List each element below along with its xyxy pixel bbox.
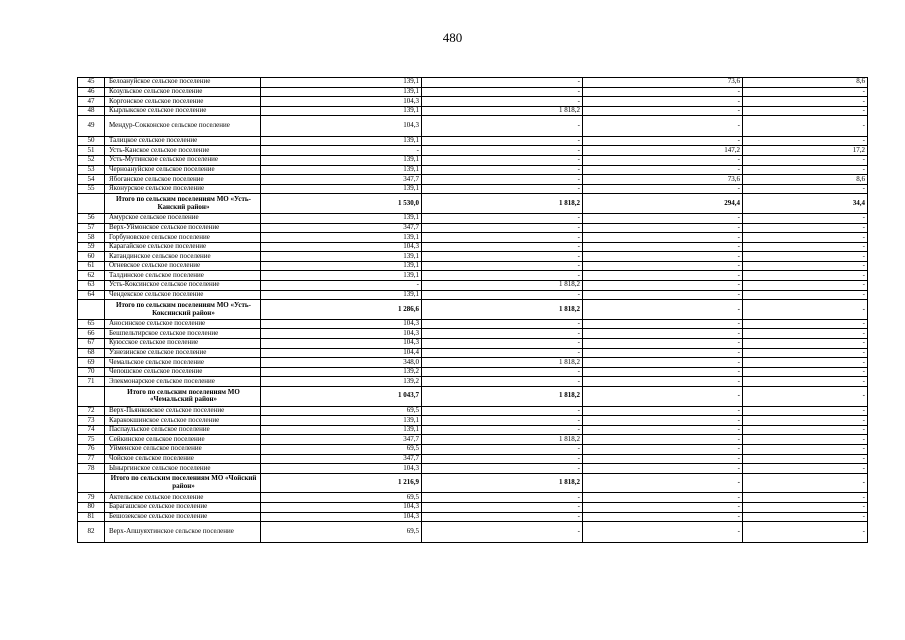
settlement-name-cell: Чендекское сельское поселение: [105, 290, 261, 300]
page-number: 480: [442, 30, 463, 45]
value-cell: -: [422, 493, 583, 503]
row-number-cell: 45: [78, 78, 105, 88]
table-row: [78, 319, 868, 329]
value-cell: -: [743, 387, 868, 407]
value-cell: -: [583, 290, 743, 300]
value-cell: -: [422, 512, 583, 522]
settlement-name-cell: Катандинское сельское поселение: [105, 252, 261, 262]
value-cell: 139,1: [261, 78, 422, 88]
value-cell: 104,3: [261, 329, 422, 339]
value-cell: -: [583, 358, 743, 368]
row-number-cell: 80: [78, 502, 105, 512]
row-number-cell: 75: [78, 435, 105, 445]
row-number-cell: 70: [78, 367, 105, 377]
value-cell: -: [422, 444, 583, 454]
row-number-cell: 48: [78, 106, 105, 116]
value-cell: -: [583, 242, 743, 252]
settlement-name-cell: Белоануйское сельское поселение: [105, 78, 261, 88]
value-cell: -: [743, 252, 868, 262]
table-row: [78, 97, 868, 107]
settlement-name-cell: Аносинское сельское поселение: [105, 319, 261, 329]
value-cell: 8,6: [743, 175, 868, 185]
table-row: [78, 512, 868, 522]
value-cell: -: [743, 329, 868, 339]
value-cell: -: [422, 454, 583, 464]
settlement-name-cell: Итого по сельским поселениям МО «Усть-Коксинский район»: [105, 300, 261, 320]
value-cell: 17,2: [743, 146, 868, 156]
settlement-name-cell: Итого по сельским поселениям МО «Чойский район»: [105, 473, 261, 493]
value-cell: -: [743, 223, 868, 233]
value-cell: -: [743, 261, 868, 271]
row-number-cell: 52: [78, 155, 105, 165]
value-cell: -: [743, 233, 868, 243]
table-row: [78, 87, 868, 97]
value-cell: -: [422, 223, 583, 233]
value-cell: 348,0: [261, 358, 422, 368]
value-cell: 1 818,2: [422, 435, 583, 445]
value-cell: -: [422, 184, 583, 194]
table-row: [78, 329, 868, 339]
row-number-cell: 46: [78, 87, 105, 97]
settlement-name-cell: Верх-Пьянковское сельское поселение: [105, 406, 261, 416]
value-cell: -: [743, 165, 868, 175]
value-cell: -: [743, 213, 868, 223]
value-cell: -: [583, 435, 743, 445]
value-cell: -: [583, 444, 743, 454]
value-cell: -: [583, 223, 743, 233]
value-cell: 104,3: [261, 116, 422, 136]
settlement-name-cell: Узнезинское сельское поселение: [105, 348, 261, 358]
value-cell: -: [422, 261, 583, 271]
row-number-cell: 61: [78, 261, 105, 271]
value-cell: 1 818,2: [422, 106, 583, 116]
value-cell: 347,7: [261, 223, 422, 233]
table-row: [78, 290, 868, 300]
settlement-name-cell: Куюсское сельское поселение: [105, 339, 261, 349]
table-row: [78, 502, 868, 512]
value-cell: -: [743, 512, 868, 522]
value-cell: -: [422, 464, 583, 474]
value-cell: -: [583, 367, 743, 377]
row-number-cell: 79: [78, 493, 105, 503]
value-cell: -: [422, 146, 583, 156]
value-cell: -: [422, 348, 583, 358]
settlement-name-cell: Итого по сельским поселениям МО «Чемальский район»: [105, 387, 261, 407]
table-row: [78, 271, 868, 281]
value-cell: -: [743, 242, 868, 252]
value-cell: -: [743, 271, 868, 281]
settlement-name-cell: Итого по сельским поселениям МО «Усть-Канский район»: [105, 194, 261, 214]
value-cell: -: [422, 425, 583, 435]
row-number-cell: 77: [78, 454, 105, 464]
table-row: [78, 454, 868, 464]
value-cell: -: [743, 358, 868, 368]
value-cell: 73,6: [583, 78, 743, 88]
value-cell: -: [583, 165, 743, 175]
table-row: [78, 261, 868, 271]
table-row: [78, 339, 868, 349]
value-cell: -: [743, 454, 868, 464]
value-cell: 347,7: [261, 454, 422, 464]
table-row: [78, 155, 868, 165]
value-cell: -: [583, 425, 743, 435]
row-number-cell: [78, 300, 105, 320]
row-number-cell: 76: [78, 444, 105, 454]
value-cell: -: [583, 348, 743, 358]
value-cell: -: [261, 146, 422, 156]
row-number-cell: 56: [78, 213, 105, 223]
value-cell: -: [422, 377, 583, 387]
value-cell: -: [422, 155, 583, 165]
value-cell: 139,1: [261, 271, 422, 281]
value-cell: -: [743, 97, 868, 107]
row-number-cell: [78, 194, 105, 214]
value-cell: -: [583, 281, 743, 291]
row-number-cell: 65: [78, 319, 105, 329]
table-row: [78, 242, 868, 252]
table-row: [78, 233, 868, 243]
value-cell: -: [422, 165, 583, 175]
table-row: [78, 78, 868, 88]
value-cell: -: [583, 416, 743, 426]
value-cell: -: [743, 367, 868, 377]
value-cell: 139,1: [261, 290, 422, 300]
value-cell: 139,2: [261, 367, 422, 377]
value-cell: -: [743, 281, 868, 291]
table-row: [78, 281, 868, 291]
value-cell: 69,5: [261, 493, 422, 503]
value-cell: 139,1: [261, 106, 422, 116]
value-cell: 1 043,7: [261, 387, 422, 407]
value-cell: 69,5: [261, 522, 422, 542]
row-number-cell: 54: [78, 175, 105, 185]
value-cell: -: [422, 367, 583, 377]
row-number-cell: 69: [78, 358, 105, 368]
value-cell: -: [743, 136, 868, 146]
value-cell: -: [422, 319, 583, 329]
value-cell: 1 286,6: [261, 300, 422, 320]
row-number-cell: 64: [78, 290, 105, 300]
row-number-cell: 68: [78, 348, 105, 358]
value-cell: -: [743, 155, 868, 165]
row-number-cell: 51: [78, 146, 105, 156]
table-row: [78, 522, 868, 542]
value-cell: -: [583, 261, 743, 271]
value-cell: 1 818,2: [422, 358, 583, 368]
row-number-cell: 49: [78, 116, 105, 136]
table-row: [78, 416, 868, 426]
row-number-cell: 73: [78, 416, 105, 426]
value-cell: -: [422, 502, 583, 512]
settlement-name-cell: Элекмонарское сельское поселение: [105, 377, 261, 387]
value-cell: 69,5: [261, 406, 422, 416]
settlement-name-cell: Талдинское сельское поселение: [105, 271, 261, 281]
settlement-name-cell: Актельское сельское поселение: [105, 493, 261, 503]
value-cell: -: [583, 300, 743, 320]
value-cell: -: [743, 339, 868, 349]
value-cell: 1 216,9: [261, 473, 422, 493]
settlement-name-cell: Верх-Апшуяхтинское сельское поселение: [105, 522, 261, 542]
row-number-cell: 71: [78, 377, 105, 387]
value-cell: 1 818,2: [422, 281, 583, 291]
value-cell: 139,1: [261, 136, 422, 146]
total-row: [78, 194, 868, 214]
value-cell: -: [422, 116, 583, 136]
value-cell: 104,3: [261, 97, 422, 107]
row-number-cell: 50: [78, 136, 105, 146]
table-row: [78, 425, 868, 435]
row-number-cell: 78: [78, 464, 105, 474]
value-cell: -: [743, 300, 868, 320]
settlement-name-cell: Сейкинское сельское поселение: [105, 435, 261, 445]
value-cell: -: [743, 87, 868, 97]
settlement-name-cell: Уйменское сельское поселение: [105, 444, 261, 454]
value-cell: -: [583, 454, 743, 464]
value-cell: -: [422, 97, 583, 107]
value-cell: -: [743, 435, 868, 445]
settlement-name-cell: Черноануйское сельское поселение: [105, 165, 261, 175]
row-number-cell: [78, 473, 105, 493]
value-cell: -: [422, 87, 583, 97]
settlement-name-cell: Яконурское сельское поселение: [105, 184, 261, 194]
settlement-name-cell: Амурское сельское поселение: [105, 213, 261, 223]
value-cell: -: [743, 522, 868, 542]
row-number-cell: 62: [78, 271, 105, 281]
value-cell: -: [743, 502, 868, 512]
value-cell: -: [422, 271, 583, 281]
settlement-name-cell: Верх-Уймонское сельское поселение: [105, 223, 261, 233]
row-number-cell: 53: [78, 165, 105, 175]
value-cell: -: [583, 213, 743, 223]
table-row: [78, 367, 868, 377]
table-row: [78, 184, 868, 194]
total-row: [78, 387, 868, 407]
settlement-name-cell: Ыныргинское сельское поселение: [105, 464, 261, 474]
settlement-name-cell: Усть-Коксинское сельское поселение: [105, 281, 261, 291]
value-cell: -: [422, 136, 583, 146]
value-cell: -: [422, 329, 583, 339]
table-row: [78, 165, 868, 175]
value-cell: -: [743, 406, 868, 416]
value-cell: 347,7: [261, 175, 422, 185]
value-cell: -: [422, 175, 583, 185]
row-number-cell: 82: [78, 522, 105, 542]
value-cell: 8,6: [743, 78, 868, 88]
value-cell: -: [743, 416, 868, 426]
settlement-name-cell: Усть-Канское сельское поселение: [105, 146, 261, 156]
row-number-cell: 72: [78, 406, 105, 416]
value-cell: -: [743, 319, 868, 329]
value-cell: -: [583, 271, 743, 281]
settlement-name-cell: Карагайское сельское поселение: [105, 242, 261, 252]
value-cell: -: [583, 136, 743, 146]
value-cell: 1 818,2: [422, 194, 583, 214]
table-row: [78, 252, 868, 262]
value-cell: 34,4: [743, 194, 868, 214]
value-cell: -: [583, 473, 743, 493]
settlement-name-cell: Бешозекское сельское поселение: [105, 512, 261, 522]
value-cell: 1 530,0: [261, 194, 422, 214]
value-cell: -: [583, 233, 743, 243]
value-cell: -: [583, 464, 743, 474]
value-cell: -: [583, 106, 743, 116]
value-cell: -: [743, 184, 868, 194]
total-row: [78, 300, 868, 320]
value-cell: 104,3: [261, 242, 422, 252]
value-cell: -: [583, 155, 743, 165]
settlement-name-cell: Огневское сельское поселение: [105, 261, 261, 271]
settlement-name-cell: Каракокшинское сельское поселение: [105, 416, 261, 426]
row-number-cell: 57: [78, 223, 105, 233]
table-row: [78, 406, 868, 416]
value-cell: -: [583, 97, 743, 107]
row-number-cell: 74: [78, 425, 105, 435]
value-cell: 104,4: [261, 348, 422, 358]
value-cell: 104,3: [261, 512, 422, 522]
row-number-cell: 58: [78, 233, 105, 243]
settlement-name-cell: Паспаульское сельское поселение: [105, 425, 261, 435]
table-row: [78, 213, 868, 223]
value-cell: 104,3: [261, 502, 422, 512]
value-cell: -: [422, 339, 583, 349]
table-row: [78, 348, 868, 358]
settlement-name-cell: Горбуновское сельское поселение: [105, 233, 261, 243]
value-cell: -: [583, 387, 743, 407]
value-cell: 73,6: [583, 175, 743, 185]
total-row: [78, 473, 868, 493]
value-cell: -: [583, 339, 743, 349]
value-cell: 139,1: [261, 184, 422, 194]
row-number-cell: 55: [78, 184, 105, 194]
settlement-name-cell: Усть-Мутинское сельское поселение: [105, 155, 261, 165]
value-cell: 347,7: [261, 435, 422, 445]
value-cell: -: [583, 512, 743, 522]
value-cell: -: [583, 522, 743, 542]
table-row: [78, 444, 868, 454]
settlement-name-cell: Чепошское сельское поселение: [105, 367, 261, 377]
table-row: [78, 136, 868, 146]
table-row: [78, 106, 868, 116]
value-cell: -: [422, 290, 583, 300]
value-cell: -: [583, 252, 743, 262]
table-row: [78, 175, 868, 185]
row-number-cell: 47: [78, 97, 105, 107]
table-row: [78, 223, 868, 233]
row-number-cell: 66: [78, 329, 105, 339]
value-cell: 139,2: [261, 377, 422, 387]
value-cell: -: [583, 502, 743, 512]
table-row: [78, 435, 868, 445]
settlement-name-cell: Мендур-Сокконское сельское поселение: [105, 116, 261, 136]
value-cell: 139,1: [261, 233, 422, 243]
value-cell: 139,1: [261, 213, 422, 223]
value-cell: -: [583, 116, 743, 136]
row-number-cell: 67: [78, 339, 105, 349]
value-cell: -: [422, 252, 583, 262]
row-number-cell: 63: [78, 281, 105, 291]
value-cell: 104,3: [261, 319, 422, 329]
value-cell: -: [743, 444, 868, 454]
value-cell: -: [583, 377, 743, 387]
value-cell: -: [583, 319, 743, 329]
value-cell: 104,3: [261, 339, 422, 349]
value-cell: -: [743, 493, 868, 503]
value-cell: -: [422, 213, 583, 223]
value-cell: -: [422, 242, 583, 252]
row-number-cell: [78, 387, 105, 407]
value-cell: -: [583, 184, 743, 194]
value-cell: -: [261, 281, 422, 291]
value-cell: 139,1: [261, 416, 422, 426]
value-cell: -: [743, 116, 868, 136]
value-cell: 139,1: [261, 165, 422, 175]
settlement-name-cell: Козульское сельское поселение: [105, 87, 261, 97]
value-cell: -: [422, 522, 583, 542]
value-cell: -: [743, 106, 868, 116]
value-cell: 69,5: [261, 444, 422, 454]
settlement-name-cell: Чойское сельское поселение: [105, 454, 261, 464]
table-row: [78, 493, 868, 503]
value-cell: -: [743, 377, 868, 387]
row-number-cell: 60: [78, 252, 105, 262]
value-cell: 1 818,2: [422, 473, 583, 493]
table-row: [78, 464, 868, 474]
value-cell: 1 818,2: [422, 387, 583, 407]
settlement-name-cell: Талицкое сельское поселение: [105, 136, 261, 146]
value-cell: -: [583, 406, 743, 416]
settlement-name-cell: Ябоганское сельское поселение: [105, 175, 261, 185]
table-row: [78, 358, 868, 368]
row-number-cell: 59: [78, 242, 105, 252]
settlement-name-cell: Чемальское сельское поселение: [105, 358, 261, 368]
value-cell: -: [422, 406, 583, 416]
value-cell: -: [583, 493, 743, 503]
value-cell: -: [422, 233, 583, 243]
settlements-table: [77, 77, 868, 543]
table-row: [78, 146, 868, 156]
value-cell: 139,1: [261, 252, 422, 262]
value-cell: -: [743, 464, 868, 474]
value-cell: 139,1: [261, 155, 422, 165]
value-cell: -: [743, 290, 868, 300]
settlement-name-cell: Бешпельтирское сельское поселение: [105, 329, 261, 339]
value-cell: -: [583, 329, 743, 339]
value-cell: 294,4: [583, 194, 743, 214]
table-row: [78, 116, 868, 136]
value-cell: -: [422, 78, 583, 88]
table-row: [78, 377, 868, 387]
settlement-name-cell: Коргонское сельское поселение: [105, 97, 261, 107]
settlement-name-cell: Барагашское сельское поселение: [105, 502, 261, 512]
settlement-name-cell: Кырлыкское сельское поселение: [105, 106, 261, 116]
value-cell: 104,3: [261, 464, 422, 474]
value-cell: -: [583, 87, 743, 97]
value-cell: -: [422, 416, 583, 426]
value-cell: 1 818,2: [422, 300, 583, 320]
value-cell: 139,1: [261, 261, 422, 271]
value-cell: -: [743, 473, 868, 493]
value-cell: 147,2: [583, 146, 743, 156]
value-cell: -: [743, 348, 868, 358]
value-cell: -: [743, 425, 868, 435]
row-number-cell: 81: [78, 512, 105, 522]
value-cell: 139,1: [261, 87, 422, 97]
value-cell: 139,1: [261, 425, 422, 435]
